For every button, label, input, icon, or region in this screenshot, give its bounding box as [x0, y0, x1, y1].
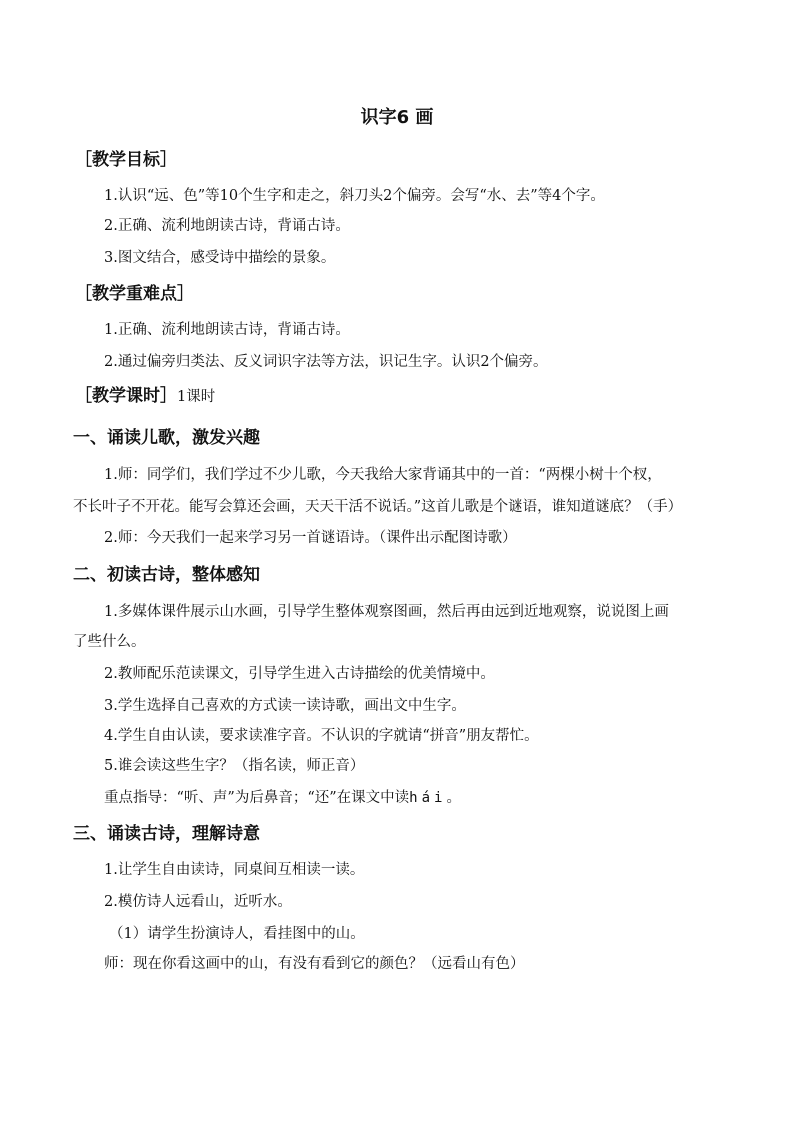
difficulty-item: 2.通过偏旁归类法、反义词识字法等方法，识记生字。认识2个偏旁。 — [104, 354, 548, 370]
page-title: 识字6 画 — [360, 107, 434, 128]
section-heading: 二、初读古诗，整体感知 — [73, 565, 260, 585]
goal-item: 3.图文结合，感受诗中描绘的景象。 — [104, 250, 336, 266]
paragraph-line: 1.师：同学们，我们学过不少儿歌，今天我给大家背诵其中的一首：“两棵小树十个杈， — [104, 467, 662, 483]
hours-heading: ［教学课时］ — [75, 386, 177, 406]
hours-row — [75, 386, 215, 407]
hours-value: 1课时 — [177, 389, 216, 405]
paragraph-line: 师：现在你看这画中的山，有没有看到它的颜色？（远看山有色） — [104, 956, 525, 972]
paragraph-line: 4.学生自由认读，要求读准字音。不认识的字就请“拼音”朋友帮忙。 — [104, 728, 539, 744]
difficulty-item: 1.正确、流利地朗读古诗，背诵古诗。 — [104, 322, 350, 338]
section-heading: 一、诵读儿歌，激发兴趣 — [73, 428, 260, 448]
paragraph-line — [104, 788, 461, 808]
difficulties-heading: ［教学重难点］ — [75, 284, 194, 304]
section-heading: 三、诵读古诗，理解诗意 — [73, 824, 260, 844]
paragraph-line: 3.学生选择自己喜欢的方式读一读诗歌，画出文中生字。 — [104, 698, 466, 714]
goal-item: 2.正确、流利地朗读古诗，背诵古诗。 — [104, 218, 350, 234]
paragraph-line: 2.教师配乐范读课文，引导学生进入古诗描绘的优美情境中。 — [104, 666, 495, 682]
paragraph-line: （1）请学生扮演诗人，看挂图中的山。 — [109, 926, 365, 942]
paragraph-line: 不长叶子不开花。能写会算还会画，天天干活不说话。”这首儿歌是个谜语，谁知道谜底？（手） — [73, 499, 683, 515]
key-guidance-end: 。 — [446, 790, 461, 806]
paragraph-line: 1.多媒体课件展示山水画，引导学生整体观察图画，然后再由远到近地观察，说说图上画 — [104, 604, 669, 620]
paragraph-line: 5.谁会读这些生字？（指名读，师正音） — [104, 758, 365, 774]
paragraph-line: 2.模仿诗人远看山，近听水。 — [104, 894, 292, 910]
goals-heading: ［教学目标］ — [75, 150, 177, 170]
key-guidance-text: 重点指导：“听、声”为后鼻音；“还”在课文中读 — [104, 790, 410, 806]
paragraph-line: 1.让学生自由读诗，同桌间互相读一读。 — [104, 862, 365, 878]
goal-item: 1.认识“远、色”等10个生字和走之，斜刀头2个偏旁。会写“水、去”等4个字。 — [104, 188, 605, 204]
pinyin-text: hái — [409, 790, 447, 806]
paragraph-line: 了些什么。 — [73, 634, 146, 650]
paragraph-line: 2.师：今天我们一起来学习另一首谜语诗。（课件出示配图诗歌） — [104, 530, 517, 546]
